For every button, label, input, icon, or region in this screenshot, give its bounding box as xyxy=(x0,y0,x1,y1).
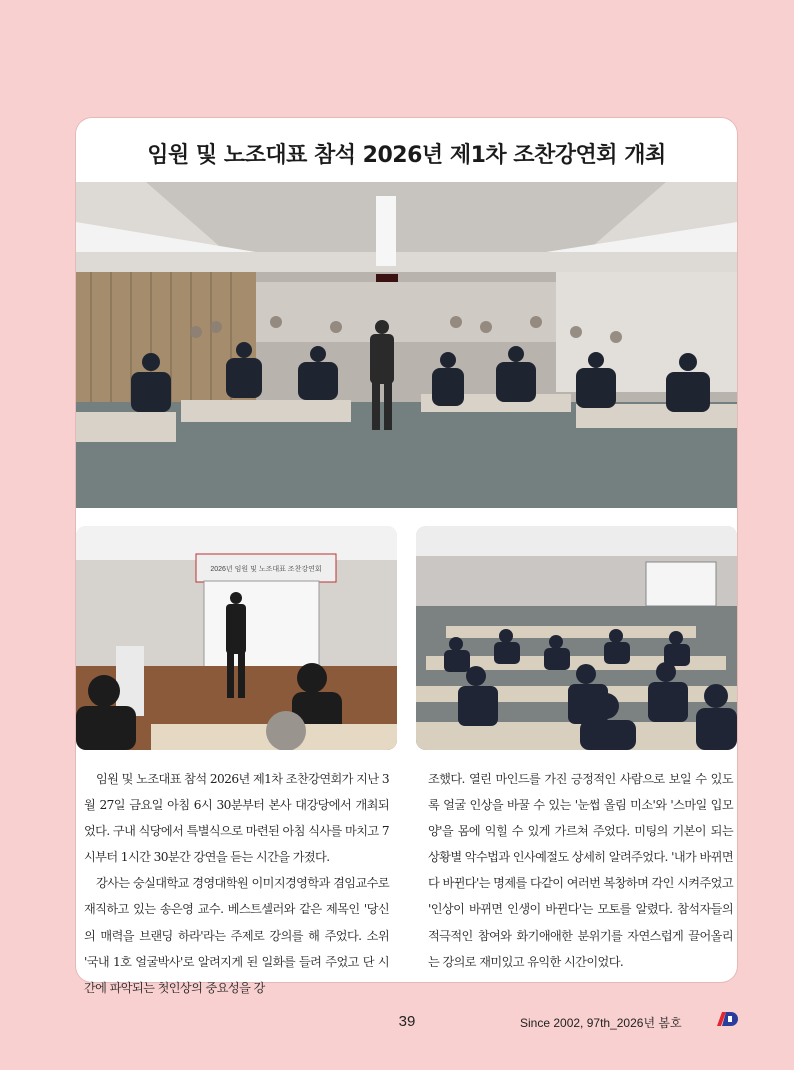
paragraph: 조했다. 열린 마인드를 가진 긍정적인 사람으로 보일 수 있도록 얼굴 인상을 바꿀 수 있는 '눈썹 올림 미소'와 '스마일 입모양'을 몸에 익힐 수 있게 가르쳐 주었다. 미팅의 기본이 되는 상황별 악수법과 인사예절도 상세히 알려주었다. '내가 바뀌면 다 바뀐다'는 명제를 다같이 여러번 복창하며 각인 시켜주었고 '인상이 바뀌면 인생이 바뀐다'는 모토를 알렸다. 참석자들의 적극적인 참여와 화기애애한 분위기를 자연스럽게 끌어올리는 강의로 재미있고 유익한 시간이었다. xyxy=(428,772,733,969)
page-number: 39 xyxy=(398,1013,416,1030)
company-logo-icon xyxy=(716,1011,738,1027)
article-body-left xyxy=(84,766,389,1001)
article-body-right xyxy=(428,766,733,975)
audience-photo xyxy=(416,526,737,750)
main-photo xyxy=(76,182,737,508)
paragraph: 임원 및 노조대표 참석 2026년 제1차 조찬강연회가 지난 3월 27일 금요일 아침 6시 30분부터 본사 대강당에서 개최되었다. 구내 식당에서 특별식으로 마련된 아침 식사를 마치고 7시부터 1시간 30분간 강연을 듣는 시간을 가졌다. xyxy=(84,772,389,865)
article-title: 임원 및 노조대표 참석 2026년 제1차 조찬강연회 개최 xyxy=(147,143,666,168)
lecturer-photo xyxy=(76,526,397,750)
issue-label: Since 2002, 97th_2026년 봄호 xyxy=(520,1016,682,1030)
banner-text: 2026년 임원 및 노조대표 조찬강연회 xyxy=(210,566,322,573)
paragraph: 강사는 숭실대학교 경영대학원 이미지경영학과 겸임교수로 재직하고 있는 송은영 교수. 베스트셀러와 같은 제목인 '당신의 매력을 브랜딩 하라'라는 주제로 강의를 해 주었다. 소위 '국내 1호 얼굴박사'로 알려지게 된 일화를 들려 주었고 단 시간에 파악되는 첫인상의 중요성을 강 xyxy=(84,876,389,995)
